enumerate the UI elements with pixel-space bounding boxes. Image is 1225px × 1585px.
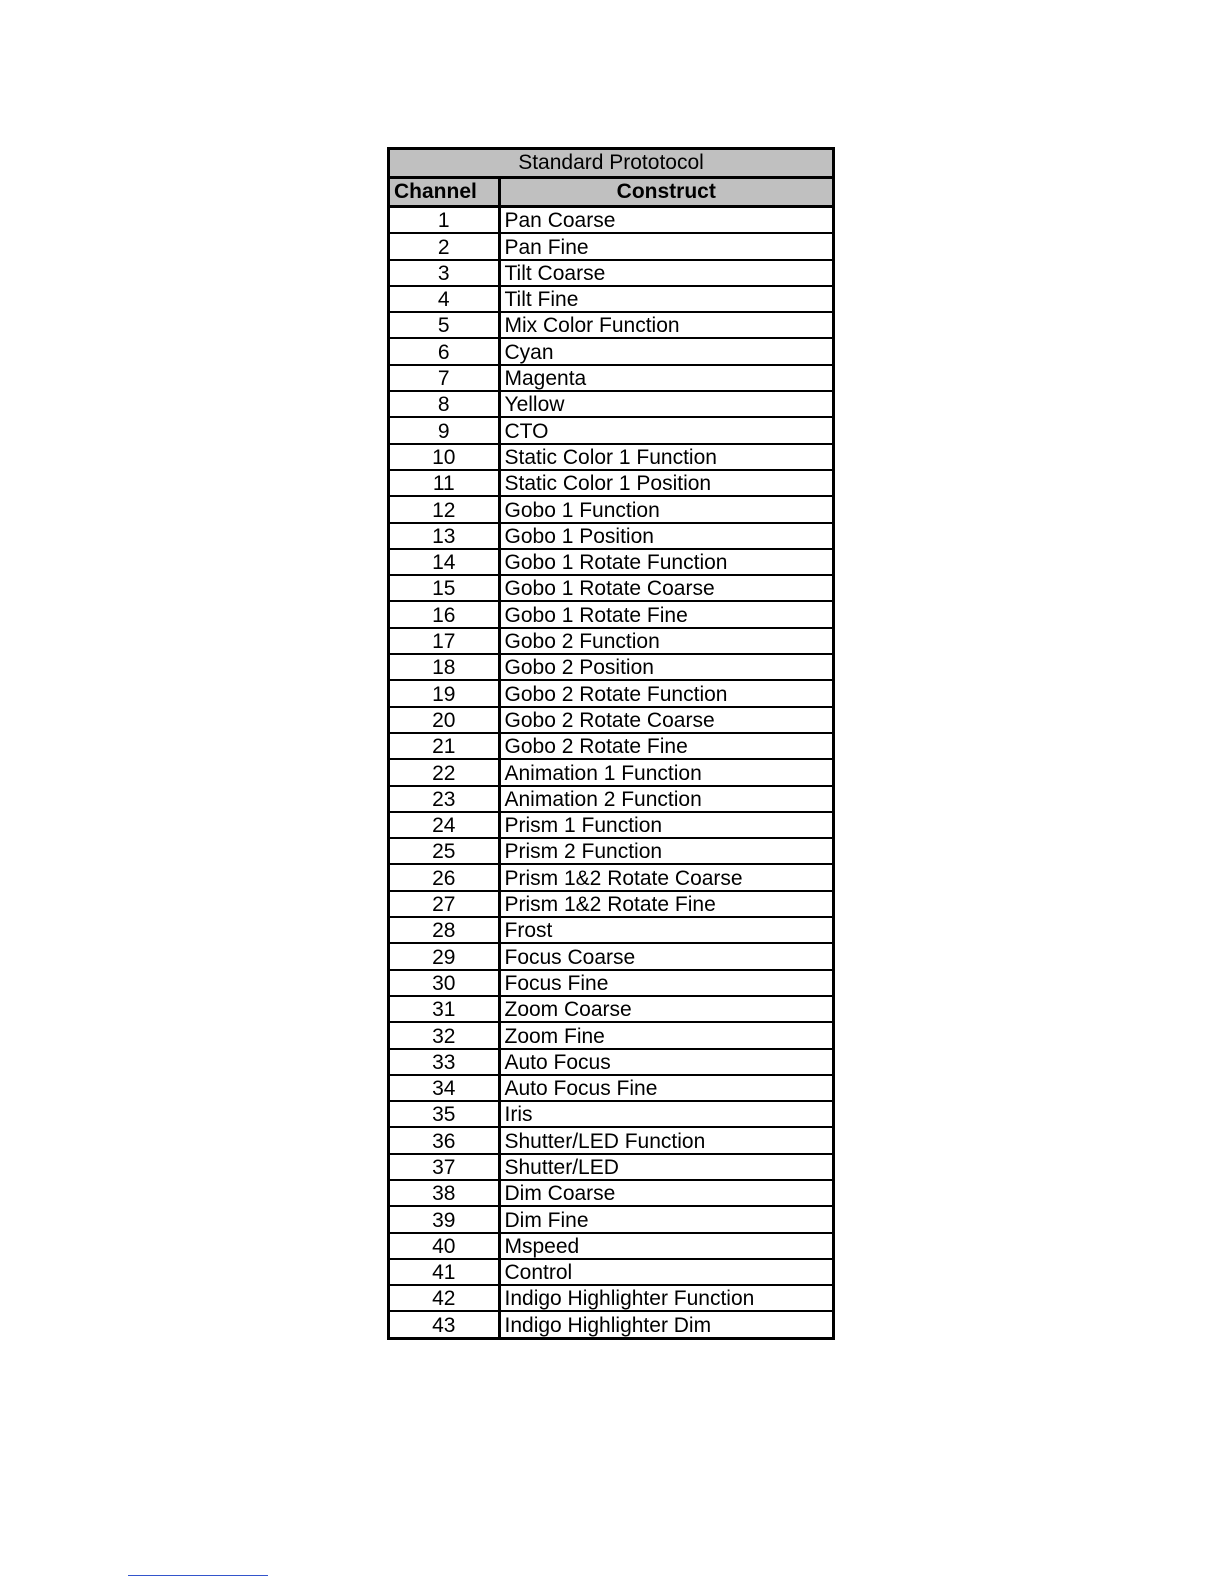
construct-cell: Prism 1 Function [499,812,832,838]
channel-cell: 33 [390,1049,499,1075]
construct-cell: Static Color 1 Function [499,444,832,470]
table-row [390,1127,832,1153]
channel-cell: 18 [390,654,499,680]
channel-cell: 21 [390,733,499,759]
construct-cell: Shutter/LED Function [499,1127,832,1153]
table-row [390,233,832,259]
table-row [390,812,832,838]
table-row [390,1101,832,1127]
channel-cell: 34 [390,1075,499,1101]
table-row [390,523,832,549]
construct-cell: Focus Coarse [499,943,832,969]
table-title-row [390,150,832,178]
construct-cell: Auto Focus [499,1049,832,1075]
construct-cell: Zoom Coarse [499,996,832,1022]
channel-cell: 40 [390,1233,499,1259]
construct-cell: Magenta [499,365,832,391]
construct-cell: Prism 1&2 Rotate Coarse [499,864,832,890]
table-row [390,575,832,601]
table-row [390,549,832,575]
channel-cell: 11 [390,470,499,496]
channel-cell: 15 [390,575,499,601]
table-row [390,1154,832,1180]
construct-cell: Static Color 1 Position [499,470,832,496]
construct-cell: Prism 1&2 Rotate Fine [499,891,832,917]
construct-cell: Indigo Highlighter Dim [504,1313,712,1337]
construct-cell: Zoom Fine [499,1022,832,1048]
construct-cell: CTO [499,417,832,443]
channel-cell: 36 [390,1127,499,1153]
table-row [390,628,832,654]
table-row [390,260,832,286]
construct-cell: Prism 2 Function [499,838,832,864]
channel-cell: 1 [390,207,499,234]
table-row [390,444,832,470]
channel-cell: 12 [390,496,499,522]
table-row [390,917,832,943]
channel-cell: 43 [390,1311,499,1336]
table-row [390,707,832,733]
protocol-table-frame [387,147,835,1340]
channel-cell: 22 [390,759,499,785]
channel-cell: 29 [390,943,499,969]
table-row [390,1311,832,1336]
table-row [390,1259,832,1285]
construct-cell: Gobo 2 Rotate Function [499,680,832,706]
table-row [390,970,832,996]
table-row [390,1285,832,1311]
construct-cell: Cyan [499,338,832,364]
table-row [390,601,832,627]
construct-cell: Shutter/LED [499,1154,832,1180]
channel-cell: 5 [390,312,499,338]
channel-cell: 37 [390,1154,499,1180]
construct-cell: Control [499,1259,832,1285]
construct-cell: Tilt Fine [499,286,832,312]
table-row [390,996,832,1022]
footnote-separator [128,1575,268,1576]
table-row [390,207,832,234]
construct-cell: Gobo 2 Rotate Fine [499,733,832,759]
construct-cell: Gobo 1 Position [499,523,832,549]
table-row [390,943,832,969]
construct-cell: Iris [499,1101,832,1127]
channel-cell: 8 [390,391,499,417]
construct-cell: Dim Coarse [499,1180,832,1206]
protocol-table [390,150,832,1337]
channel-cell: 31 [390,996,499,1022]
table-title: Standard Prototocol [390,150,832,178]
construct-cell: Mix Color Function [499,312,832,338]
channel-cell: 7 [390,365,499,391]
table-row [390,286,832,312]
table-row [390,786,832,812]
construct-cell: Pan Coarse [499,207,832,234]
channel-cell: 23 [390,786,499,812]
table-header-row [390,178,832,207]
channel-cell: 42 [390,1285,499,1311]
channel-cell: 32 [390,1022,499,1048]
table-row [390,1233,832,1259]
construct-cell: Animation 1 Function [499,759,832,785]
column-header-channel: Channel [390,178,499,207]
channel-cell: 35 [390,1101,499,1127]
table-row [390,864,832,890]
table-row [390,1075,832,1101]
channel-cell: 25 [390,838,499,864]
construct-cell: Gobo 1 Function [499,496,832,522]
table-row [390,312,832,338]
construct-cell: Gobo 1 Rotate Fine [499,601,832,627]
table-row [390,680,832,706]
construct-cell: Dim Fine [499,1206,832,1232]
table-row [390,1180,832,1206]
channel-cell: 19 [390,680,499,706]
channel-cell: 9 [390,417,499,443]
table-row [390,496,832,522]
table-row [390,1049,832,1075]
channel-cell: 16 [390,601,499,627]
table-body [390,207,832,1337]
channel-cell: 27 [390,891,499,917]
construct-cell: Gobo 1 Rotate Coarse [499,575,832,601]
table-row [390,417,832,443]
construct-cell: Pan Fine [499,233,832,259]
channel-cell: 30 [390,970,499,996]
channel-cell: 13 [390,523,499,549]
column-header-construct: Construct [499,178,832,207]
channel-cell: 38 [390,1180,499,1206]
table-row [390,733,832,759]
construct-cell: Gobo 1 Rotate Function [499,549,832,575]
construct-cell: Gobo 2 Rotate Coarse [499,707,832,733]
construct-cell: Mspeed [499,1233,832,1259]
construct-cell: Animation 2 Function [499,786,832,812]
channel-cell: 26 [390,864,499,890]
construct-cell: Tilt Coarse [499,260,832,286]
table-row [390,470,832,496]
channel-cell: 24 [390,812,499,838]
channel-cell: 10 [390,444,499,470]
channel-cell: 28 [390,917,499,943]
construct-cell: Yellow [499,391,832,417]
table-row [390,1206,832,1232]
construct-cell: Indigo Highlighter Function [499,1285,832,1311]
channel-cell: 4 [390,286,499,312]
construct-cell: Auto Focus Fine [499,1075,832,1101]
channel-cell: 20 [390,707,499,733]
construct-cell: Gobo 2 Position [499,654,832,680]
table-row [390,891,832,917]
table-row [390,391,832,417]
table-row [390,654,832,680]
channel-cell: 39 [390,1206,499,1232]
construct-cell: Focus Fine [499,970,832,996]
channel-cell: 6 [390,338,499,364]
construct-cell: Frost [499,917,832,943]
table-row [390,759,832,785]
table-row [390,1022,832,1048]
channel-cell: 41 [390,1259,499,1285]
channel-cell: 17 [390,628,499,654]
table-row [390,838,832,864]
construct-cell: Gobo 2 Function [499,628,832,654]
table-row [390,338,832,364]
channel-cell: 14 [390,549,499,575]
channel-cell: 2 [390,233,499,259]
channel-cell: 3 [390,260,499,286]
table-row [390,365,832,391]
